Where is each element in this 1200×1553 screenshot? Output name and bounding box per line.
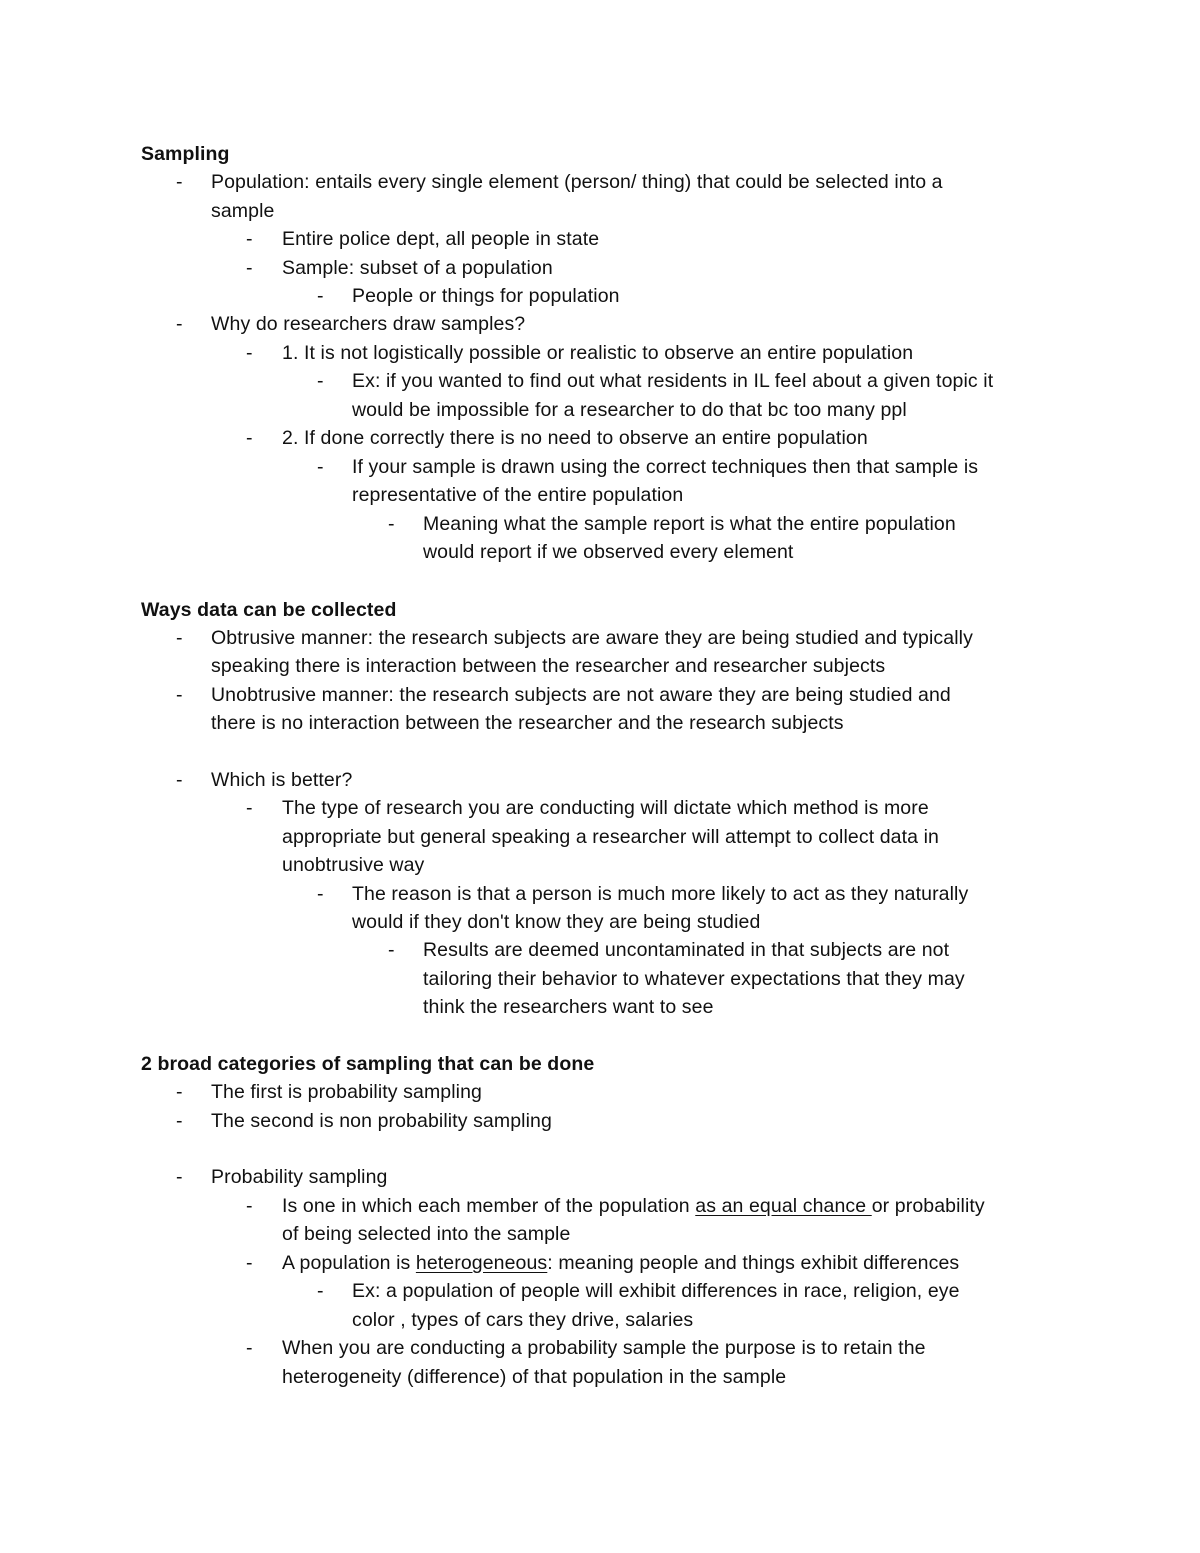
bullet-dash-icon: - xyxy=(246,797,253,819)
bullet-dash-icon: - xyxy=(246,1337,253,1359)
underlined-text: heterogeneous xyxy=(415,1252,548,1274)
bullet-dash-icon: - xyxy=(176,1081,183,1103)
bullet-continuation-text: there is no interaction between the researcher and the research subjects xyxy=(211,712,844,734)
bullet-text: The second is non probability sampling xyxy=(211,1110,552,1132)
bullet-dash-icon: - xyxy=(176,684,183,706)
bullet-dash-icon: - xyxy=(317,456,324,478)
bullet-text: The reason is that a person is much more likely to act as they naturally xyxy=(352,883,969,905)
bullet-continuation-text: of being selected into the sample xyxy=(282,1223,571,1245)
bullet-continuation-text: appropriate but general speaking a researcher will attempt to collect data in xyxy=(282,826,939,848)
bullet-dash-icon: - xyxy=(388,939,395,961)
bullet-continuation-text: would be impossible for a researcher to do that bc too many ppl xyxy=(352,399,907,421)
bullet-continuation-text: sample xyxy=(211,200,275,222)
bullet-text: Results are deemed uncontaminated in that subjects are not xyxy=(423,939,950,961)
section-heading: 2 broad categories of sampling that can be done xyxy=(141,1053,595,1075)
section-heading: Ways data can be collected xyxy=(141,599,397,621)
text-run: : meaning people and things exhibit differences xyxy=(547,1252,960,1274)
bullet-continuation-text: color , types of cars they drive, salaries xyxy=(352,1309,694,1331)
bullet-dash-icon: - xyxy=(176,313,183,335)
bullet-text: Sample: subset of a population xyxy=(282,257,553,279)
bullet-text: People or things for population xyxy=(352,285,620,307)
bullet-continuation-text: think the researchers want to see xyxy=(423,996,714,1018)
bullet-text: Why do researchers draw samples? xyxy=(211,313,526,335)
bullet-dash-icon: - xyxy=(246,257,253,279)
bullet-text: The type of research you are conducting will dictate which method is more xyxy=(282,797,929,819)
bullet-dash-icon: - xyxy=(246,1195,253,1217)
bullet-dash-icon: - xyxy=(176,1110,183,1132)
bullet-dash-icon: - xyxy=(317,285,324,307)
bullet-continuation-text: unobtrusive way xyxy=(282,854,425,876)
text-run: or probability xyxy=(871,1195,985,1217)
bullet-dash-icon: - xyxy=(246,1252,253,1274)
bullet-text: Obtrusive manner: the research subjects are aware they are being studied and typically xyxy=(211,627,973,649)
bullet-text: Ex: a population of people will exhibit differences in race, religion, eye xyxy=(352,1280,960,1302)
bullet-text: Ex: if you wanted to find out what residents in IL feel about a given topic it xyxy=(352,370,994,392)
bullet-text xyxy=(282,1192,985,1220)
bullet-dash-icon: - xyxy=(388,513,395,535)
bullet-text: Meaning what the sample report is what the entire population xyxy=(423,513,956,535)
bullet-continuation-text: heterogeneity (difference) of that population in the sample xyxy=(282,1366,787,1388)
bullet-text: 1. It is not logistically possible or realistic to observe an entire population xyxy=(282,342,914,364)
bullet-dash-icon: - xyxy=(176,171,183,193)
bullet-continuation-text: representative of the entire population xyxy=(352,484,684,506)
bullet-dash-icon: - xyxy=(246,228,253,250)
bullet-continuation-text: would report if we observed every element xyxy=(423,541,794,563)
bullet-dash-icon: - xyxy=(317,1280,324,1302)
bullet-text: Which is better? xyxy=(211,769,353,791)
bullet-text: 2. If done correctly there is no need to observe an entire population xyxy=(282,427,868,449)
bullet-text: When you are conducting a probability sample the purpose is to retain the xyxy=(282,1337,926,1359)
bullet-dash-icon: - xyxy=(246,342,253,364)
bullet-dash-icon: - xyxy=(176,627,183,649)
bullet-continuation-text: tailoring their behavior to whatever expectations that they may xyxy=(423,968,965,990)
bullet-continuation-text: would if they don't know they are being studied xyxy=(352,911,761,933)
bullet-text: If your sample is drawn using the correct techniques then that sample is xyxy=(352,456,979,478)
bullet-text: Unobtrusive manner: the research subjects are not aware they are being studied and xyxy=(211,684,951,706)
bullet-text: Probability sampling xyxy=(211,1166,388,1188)
text-run: Is one in which each member of the population xyxy=(282,1195,696,1217)
bullet-continuation-text: speaking there is interaction between the researcher and researcher subjects xyxy=(211,655,886,677)
bullet-dash-icon: - xyxy=(317,370,324,392)
bullet-dash-icon: - xyxy=(176,769,183,791)
underlined-text: as an equal chance xyxy=(695,1195,872,1217)
bullet-dash-icon: - xyxy=(246,427,253,449)
bullet-text xyxy=(282,1249,959,1277)
bullet-text: The first is probability sampling xyxy=(211,1081,482,1103)
bullet-dash-icon: - xyxy=(317,883,324,905)
bullet-dash-icon: - xyxy=(176,1166,183,1188)
bullet-text: Population: entails every single element (person/ thing) that could be selected into a xyxy=(211,171,943,193)
text-run: A population is xyxy=(282,1252,416,1274)
section-heading: Sampling xyxy=(141,143,230,165)
bullet-text: Entire police dept, all people in state xyxy=(282,228,600,250)
